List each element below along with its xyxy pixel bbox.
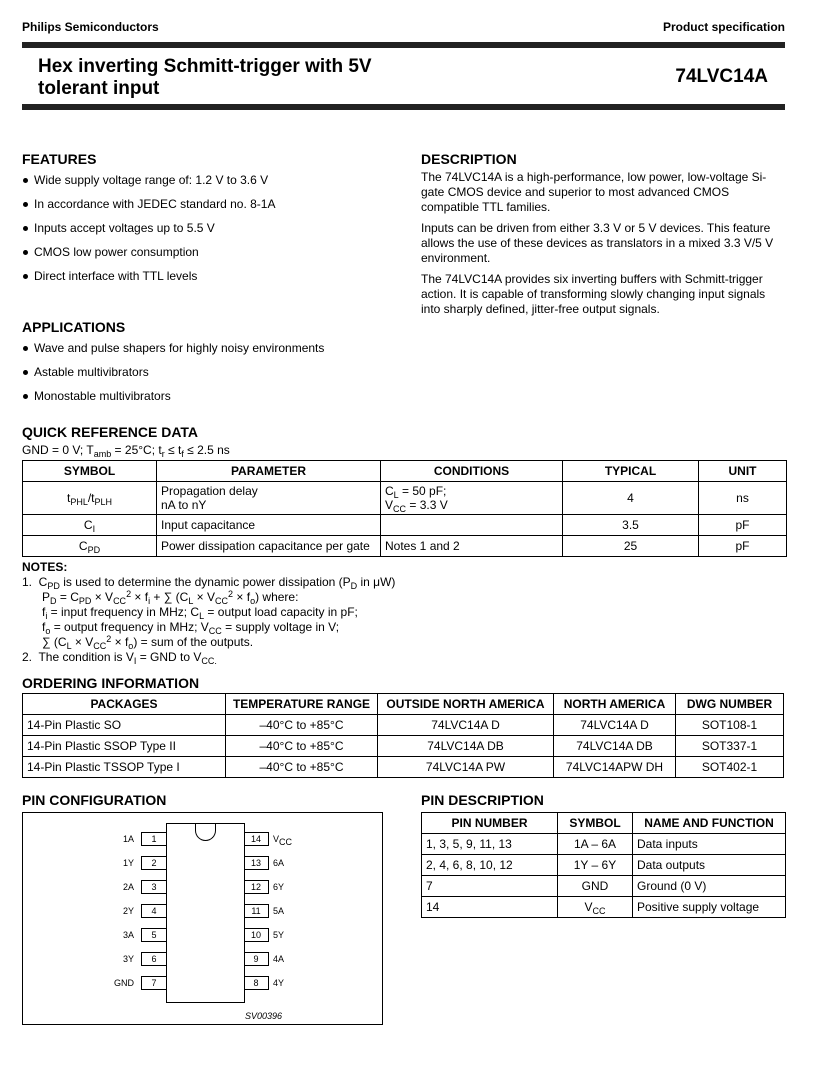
text-run: /t [87,491,95,505]
table-row [23,536,787,557]
text-run: × f [131,590,149,604]
pin-number-cell: 14 [422,897,558,918]
text-run: = GND to V [136,650,202,664]
text-run: CC [592,906,606,916]
text-run: o [128,641,134,651]
table-row [422,876,786,897]
pin-7: 7 [141,976,166,990]
applications-section [22,319,402,408]
table-row [23,515,787,536]
pin-13: 13 [244,856,269,870]
note-line [22,620,786,635]
conditions-cell [381,536,563,557]
text-run: f [22,620,46,634]
note-line [22,650,786,665]
text-run: CC [208,626,222,636]
text-run: Notes 1 and 2 [385,539,460,553]
text-run: C [78,539,88,553]
description-section [421,151,781,323]
column-header: SYMBOL [558,813,633,834]
table-cell: 14-Pin Plastic SO [23,715,226,736]
part-number: 74LVC14A [675,66,768,87]
table-row [23,757,784,778]
table-row [422,834,786,855]
text-run: I [133,656,137,666]
table-cell: 74LVC14A DB [378,736,554,757]
pin-label [123,881,134,893]
pin-label-text: 3A [122,930,134,940]
pin-10: 10 [244,928,269,942]
table-cell: 74LVC14A D [378,715,554,736]
column-header: PACKAGES [23,694,226,715]
text-run: P [22,590,51,604]
column-header: DWG NUMBER [676,694,784,715]
column-header: NAME AND FUNCTION [633,813,786,834]
text-run: CC [393,504,407,514]
pin-number-cell: 7 [422,876,558,897]
text-run: = 50 pF; [398,484,447,498]
text-run: C [385,484,394,498]
text-run: CC. [201,656,217,666]
table-cell: 14-Pin Plastic SSOP Type II [23,736,226,757]
pin-label-text: 6Y [273,882,285,892]
pin-description-table [421,812,786,918]
text-run: × f [233,590,251,604]
table-row [23,482,787,515]
text-run: ) where: [255,590,299,604]
typical-cell: 25 [563,536,699,557]
pin-label-text: 2A [122,882,134,892]
column-header: OUTSIDE NORTH AMERICA [378,694,554,715]
document-type: Product specification [662,20,785,34]
text-run: i [148,596,151,606]
pin-label-text: 5A [273,906,285,916]
pin-label [123,929,134,941]
conditions-cell [381,515,563,536]
text-run: = C [56,590,79,604]
conditions-cell [381,482,563,515]
applications-item: Monostable multivibrators [22,384,402,408]
pin-label-text: 6A [273,858,285,868]
table-cell: 74LVC14A DB [554,736,676,757]
text-run: 2 [126,589,132,599]
applications-list [22,336,402,408]
text-run: ≤ t [164,443,182,457]
features-item: CMOS low power consumption [22,240,402,264]
unit-cell: pF [699,515,787,536]
table-cell: 74LVC14A PW [378,757,554,778]
text-run: L [393,490,399,500]
pin-label-text: 3Y [122,954,134,964]
text-run: r [161,449,165,459]
header-rule [22,42,785,48]
pin-2: 2 [141,856,166,870]
text-run: amb [93,449,112,459]
text-run: Power dissipation capacitance per gate [161,539,370,553]
features-item: Inputs accept voltages up to 5.5 V [22,216,402,240]
symbol-cell [558,834,633,855]
pin-label [123,953,134,965]
pin-3: 3 [141,880,166,894]
text-run: L [66,641,72,651]
text-run: × V [91,590,114,604]
title-line-1: Hex inverting Schmitt-trigger with 5V [38,56,372,77]
document-title [38,56,372,100]
table-cell: 74LVC14A D [554,715,676,736]
text-run: CC [93,641,107,651]
applications-item: Astable multivibrators [22,360,402,384]
pin-5: 5 [141,928,166,942]
table-row [23,715,784,736]
text-run: ≤ 2.5 ns [183,443,230,457]
pin-6: 6 [141,952,166,966]
name-cell: Data inputs [633,834,786,855]
text-run: ∑ (C [22,635,67,649]
text-run: V [584,900,593,914]
column-header: UNIT [699,461,787,482]
note-line [22,605,786,620]
quick-ref-table [22,460,787,557]
pin-4: 4 [141,904,166,918]
text-run: × V [193,590,216,604]
column-header: TYPICAL [563,461,699,482]
pin-9: 9 [244,952,269,966]
table-cell: –40°C to +85°C [226,757,378,778]
description-paragraph: Inputs can be driven from either 3.3 V or 5 V devices. This feature allows the use of these devices as translators in a mixed 3.3 V/5 V environment. [421,221,774,265]
text-run: 2 [106,634,112,644]
typical-cell: 4 [563,482,699,515]
column-header: SYMBOL [23,461,157,482]
table-cell: SOT337-1 [676,736,784,757]
ordering-heading: ORDERING INFORMATION [22,675,200,691]
table-row [422,897,786,918]
column-header: CONDITIONS [381,461,563,482]
text-run: C [83,518,93,532]
text-run: I [92,524,96,534]
features-item: In accordance with JEDEC standard no. 8-1A [22,192,402,216]
pin-label-text: 1Y [122,858,134,868]
pin-label-text: 2Y [122,906,134,916]
table-row [422,855,786,876]
text-run: 1Y – 6Y [573,858,617,872]
parameter-cell [157,515,381,536]
text-run: o [250,596,256,606]
text-run: + ∑ (C [150,590,189,604]
pin-label [123,905,134,917]
pin-label [273,977,284,989]
description-heading: DESCRIPTION [421,151,517,167]
column-header: NORTH AMERICA [554,694,676,715]
symbol-cell [558,897,633,918]
text-run: PLH [94,497,113,507]
table-row [23,736,784,757]
text-run: CC [113,596,127,606]
pin-11: 11 [244,904,269,918]
pin-number-cell: 2, 4, 6, 8, 10, 12 [422,855,558,876]
pin-config-heading: PIN CONFIGURATION [22,792,167,808]
note-line [22,575,786,590]
text-run: CC [215,596,229,606]
description-paragraph: The 74LVC14A provides six inverting buffers with Schmitt-trigger action. It is capable of transforming slowly changing input signals into sharply defined, jitter-free output signals. [421,272,766,316]
pin-label [273,881,284,893]
text-run: = output frequency in MHz; V [50,620,209,634]
figure-code: SV00396 [245,1011,283,1021]
notes-heading: NOTES: [22,560,68,574]
table-cell: SOT108-1 [676,715,784,736]
name-cell: Data outputs [633,855,786,876]
unit-cell: ns [699,482,787,515]
text-run: o [45,626,51,636]
company-name: Philips Semiconductors [22,20,159,34]
text-run: i [45,611,48,621]
note-line [22,590,786,605]
features-item: Direct interface with TTL levels [22,264,402,288]
pin-desc-heading: PIN DESCRIPTION [421,792,544,808]
text-run: = 3.3 V [406,498,448,512]
name-cell: Ground (0 V) [633,876,786,897]
table-cell: SOT402-1 [676,757,784,778]
lower-content [22,424,786,1025]
text-run: = supply voltage in V; [221,620,340,634]
pin-configuration-diagram [22,812,383,1025]
pin-14: 14 [244,832,269,846]
features-list [22,168,402,288]
column-header: TEMPERATURE RANGE [226,694,378,715]
text-run: PD [78,596,92,606]
text-run: = input frequency in MHz; C [47,605,200,619]
ordering-table [22,693,784,778]
pin-desc-section [421,792,785,918]
pin-label [273,833,292,845]
typical-cell: 3.5 [563,515,699,536]
pin-1: 1 [141,832,166,846]
symbol-cell [23,515,157,536]
text-run: D [50,596,57,606]
features-section [22,151,402,288]
text-run: PHL [70,497,88,507]
table-cell: –40°C to +85°C [226,715,378,736]
table-cell: 74LVC14APW DH [554,757,676,778]
symbol-cell [558,855,633,876]
name-cell: Positive supply voltage [633,897,786,918]
pin-label [273,929,284,941]
text-run: L [199,611,205,621]
pin-label-text: 1A [122,834,134,844]
table-cell: 14-Pin Plastic TSSOP Type I [23,757,226,778]
text-run: × V [71,635,94,649]
quick-ref-notes [22,560,786,665]
pin-8: 8 [244,976,269,990]
text-run: in μW) [357,575,396,589]
pin-label [123,857,134,869]
text-run: nA to nY [161,498,207,512]
pin-12: 12 [244,880,269,894]
text-run: 2 [228,589,234,599]
title-rule [22,104,785,110]
pin-number-cell: 1, 3, 5, 9, 11, 13 [422,834,558,855]
symbol-cell [23,482,157,515]
pin-label-text: 4Y [273,978,285,988]
symbol-cell [558,876,633,897]
pin-label-sub: CC [279,837,293,847]
text-run: 1. C [22,575,48,589]
text-run: Input capacitance [161,518,256,532]
text-run: Propagation delay [161,484,258,498]
text-run: ) = sum of the outputs. [133,635,254,649]
text-run: PD [47,581,60,591]
text-run: = 25°C; t [111,443,162,457]
pin-label [273,905,284,917]
description-body [421,170,781,317]
text-run: × f [111,635,129,649]
note-line [22,635,786,650]
quick-ref-heading: QUICK REFERENCE DATA [22,424,199,440]
symbol-cell [23,536,157,557]
table-cell: –40°C to +85°C [226,736,378,757]
pin-label-text: V [273,834,280,844]
column-header: PIN NUMBER [422,813,558,834]
pin-label-text: GND [114,978,134,988]
text-run: GND [581,879,609,893]
applications-item: Wave and pulse shapers for highly noisy environments [22,336,402,360]
pin-label [273,857,284,869]
parameter-cell [157,482,381,515]
pin-label-text: 5Y [273,930,285,940]
text-run: D [350,581,358,591]
pin-label-text: 4A [273,954,285,964]
text-run: GND = 0 V; T [22,443,94,457]
pin-config-section [22,792,383,1025]
text-run: L [188,596,194,606]
description-paragraph: The 74LVC14A is a high-performance, low power, low-voltage Si-gate CMOS device and superior to most advanced CMOS compatible TTL families. [421,170,767,214]
features-item: Wide supply voltage range of: 1.2 V to 3.6 V [22,168,402,192]
pin1-notch-icon [195,823,216,841]
parameter-cell [157,536,381,557]
pin-sections [22,792,786,1025]
text-run: = output load capacity in pF; [204,605,358,619]
title-line-2: tolerant input [38,78,160,99]
applications-heading: APPLICATIONS [22,319,126,335]
text-run: f [22,605,46,619]
text-run: PD [87,545,101,555]
pin-label [273,953,284,965]
text-run: is used to determine the dynamic power dissipation (P [59,575,351,589]
text-run: 1A – 6A [573,837,617,851]
ic-package-body [166,823,245,1003]
text-run: t [66,491,71,505]
column-header: PARAMETER [157,461,381,482]
text-run: V [385,498,394,512]
pin-label [114,977,134,989]
text-run: 2. The condition is V [22,650,134,664]
unit-cell: pF [699,536,787,557]
features-heading: FEATURES [22,151,97,167]
text-run: f [181,449,184,459]
pin-label [123,833,134,845]
quick-ref-conditions [22,441,786,459]
